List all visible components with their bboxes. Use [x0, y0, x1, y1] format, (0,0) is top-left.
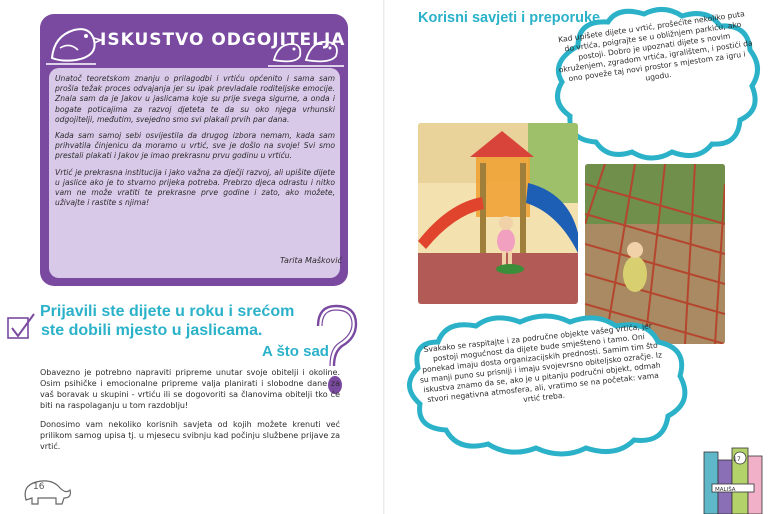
headline-line: Prijavili ste dijete u roku i srećom: [40, 303, 295, 320]
experience-paragraph: Unatoč teoretskom znanju o prilagodbi i vrtiću općenito i sama sam prošla težak proces odvajanja jer su ipak prevladale roditeljske emocije. Znala sam da je Jakov u jaslicama koje su prije svega sigurne, a onda i bogate poticajima za razvoj djeteta te da su oko njega vrhunski odgojitelji, međutim, svejedno smo svi plakali prvih par dana.: [55, 74, 335, 124]
tips-title: Korisni savjeti i preporuke: [418, 10, 601, 26]
article-paragraph: Obavezno je potrebno napraviti pripreme unutar svoje obitelji i okoline. Osim psihičke i emocionalne pripreme valja planirati i slobodne dane za vaš boravak u skupini - vrtiću ili se dogovoriti sa članovima obitelji tko će biti na raspolaganju u tom razdoblju!: [40, 368, 340, 410]
page-fold: [383, 0, 385, 514]
playhouse-sign: MALIŠA: [715, 487, 736, 493]
experience-title: ISKUSTVO ODGOJITELJA: [100, 30, 346, 50]
bird-left-icon: [46, 18, 102, 68]
article-headline: [40, 302, 294, 340]
cloud-bottom-text: Svakako se raspitajte i za područne objekte vašeg vrtića, jer postoji mogućnost da dijete bude smješteno i tamo. Oni ponekad imaju dosta organizacijskih prednosti. Samim tim što su manji puno su prisniji i imaju svojevrsno obiteljsko ozračje. Iz iskustva znamo da se, ako je u pitanju područni objekt, odmah stvori negativna atmosfera, ali, vratimo se na početak: vama vrtić treba.: [419, 321, 663, 405]
experience-paragraph: Kada sam samoj sebi osvijestila da drugog izbora nemam, kada sam prihvatila činjenicu da moramo u vrtić, sve je došlo na svoje! Svi smo prestali plakati i Jakov je imao prekrasnu prvu godinu u vrtiću.: [55, 131, 335, 161]
experience-paragraph: Vrtić je prekrasna institucija i jako važna za dječji razvoj, ali upišite dijete u jaslice ako je to stvarno prijeka potreba. Prebrzo djeca odrastu i nitko vam ne može vratiti te prekrasne prve godine i zato, ako možete, uživajte i rastite s njima!: [55, 167, 335, 208]
article-paragraph: Donosimo vam nekoliko korisnih savjeta od kojih možete krenuti već prilikom samog upisa tj. u mjesecu svibnju kad počinju službene prijave za vrtić.: [40, 420, 340, 451]
elephant-icon: [18, 476, 72, 506]
page-number-left: 16: [33, 482, 45, 492]
article-subhead: A što sad: [262, 343, 329, 360]
playhouse-icon: [700, 438, 766, 514]
headline-line: ste dobili mjesto u jaslicama.: [41, 322, 263, 339]
cloud-top-text: Kad upišete dijete u vrtić, prošećite nekoliko puta do vrtića, poigrajte se u obližnjem parkiću, ako postoji. Dobro je upoznati dijete s novim okruženjem, zgradom vrtića, igralištem, i postići da ono poveže taj novi prostor s mjestom za igru i ugodu.: [557, 9, 754, 84]
article-body: [40, 367, 340, 460]
checkbox-checked-icon: [6, 312, 36, 340]
experience-author: Tarita Mašković: [280, 256, 342, 265]
playground-image: [418, 123, 578, 304]
experience-text: [55, 74, 335, 214]
tower-number: 17: [733, 456, 741, 463]
playground-photo: [418, 123, 578, 304]
